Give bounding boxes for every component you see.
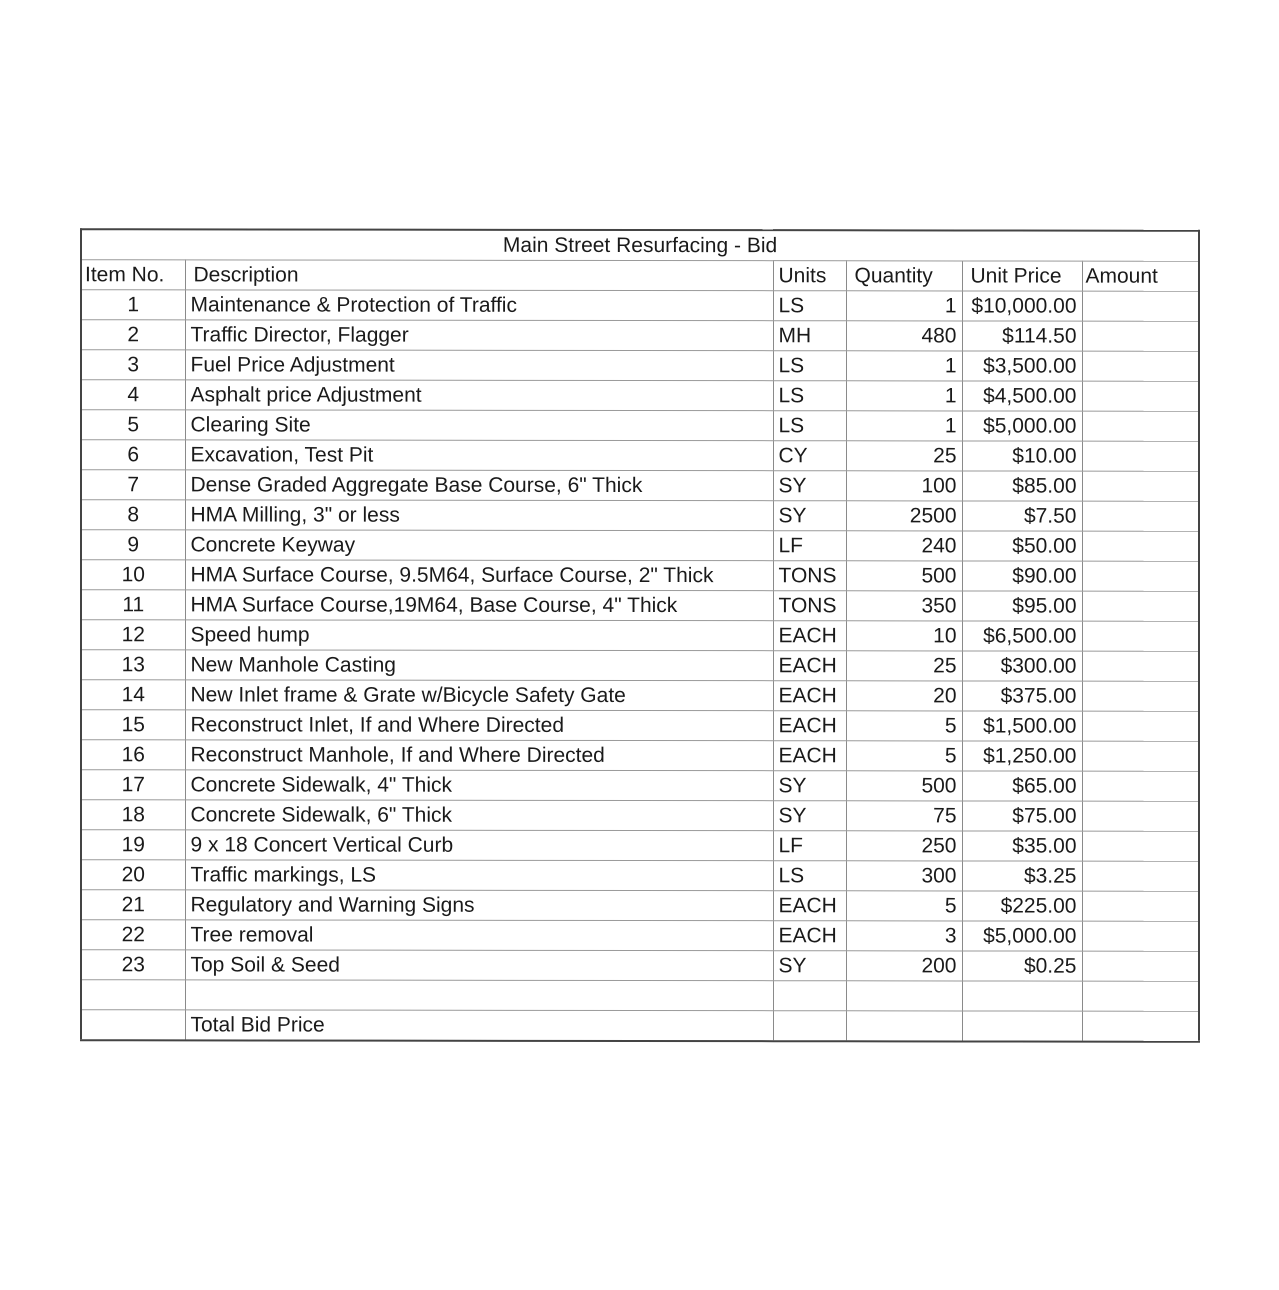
item-amount [1082,531,1199,561]
item-description: Fuel Price Adjustment [185,350,773,381]
item-number: 11 [81,590,185,620]
table-row [81,890,1199,922]
item-number: 12 [81,620,185,650]
item-quantity: 350 [846,591,962,621]
item-description: Reconstruct Inlet, If and Where Directed [185,710,773,741]
item-quantity: 20 [846,681,962,711]
item-quantity: 480 [846,321,962,351]
table-row [81,590,1199,622]
item-description: 9 x 18 Concert Vertical Curb [185,830,773,861]
item-quantity: 10 [846,621,962,651]
item-number: 9 [81,530,185,560]
item-unit-price: $10,000.00 [962,291,1082,321]
table-row [81,290,1199,322]
total-row-cell [773,1010,846,1041]
item-quantity: 5 [846,741,962,771]
item-description: HMA Milling, 3" or less [185,500,773,531]
item-amount [1082,831,1199,861]
table-row [81,830,1199,862]
item-number: 22 [81,920,185,950]
item-amount [1082,321,1199,351]
item-unit-price: $85.00 [962,471,1082,501]
blank-cell [773,981,846,1011]
total-row [81,1010,1199,1042]
item-description: Clearing Site [185,410,773,441]
item-quantity: 100 [846,471,962,501]
header-amount: Amount [1082,261,1199,291]
item-unit-price: $10.00 [962,441,1082,471]
item-number: 19 [81,830,185,860]
total-bid-price-label: Total Bid Price [185,1010,773,1041]
item-quantity: 3 [846,921,962,951]
table-row [81,740,1199,772]
item-quantity: 200 [846,951,962,981]
item-quantity: 300 [846,861,962,891]
item-amount [1082,381,1199,411]
item-units: SY [773,471,846,501]
item-number: 18 [81,800,185,830]
item-units: TONS [773,561,846,591]
item-units: MH [773,321,846,351]
item-amount [1082,771,1199,801]
item-unit-price: $4,500.00 [962,381,1082,411]
item-amount [1082,441,1199,471]
item-amount [1082,681,1199,711]
table-row [81,620,1199,652]
item-description: Regulatory and Warning Signs [185,890,773,921]
item-quantity: 25 [846,441,962,471]
item-units: EACH [773,891,846,921]
header-row [81,260,1199,292]
item-amount [1082,951,1199,981]
item-unit-price: $5,000.00 [962,921,1082,951]
table-row [81,560,1199,592]
table-row [81,710,1199,742]
table-row [81,920,1199,952]
item-units: LS [773,381,846,411]
item-number: 4 [81,380,185,410]
item-units: EACH [773,711,846,741]
item-number: 1 [81,290,185,320]
item-number: 7 [81,470,185,500]
item-description: New Inlet frame & Grate w/Bicycle Safety Gate [185,680,773,711]
item-amount [1082,471,1199,501]
item-quantity: 75 [846,801,962,831]
item-amount [1082,591,1199,621]
item-description: Asphalt price Adjustment [185,380,773,411]
item-number: 15 [81,710,185,740]
table-row [81,500,1199,532]
item-amount [1082,891,1199,921]
item-unit-price: $35.00 [962,831,1082,861]
bid-sheet [80,228,1198,1042]
bid-table [80,228,1200,1042]
table-row [81,440,1199,472]
item-amount [1082,561,1199,591]
item-unit-price: $65.00 [962,771,1082,801]
item-number: 13 [81,650,185,680]
item-unit-price: $300.00 [962,651,1082,681]
table-row [81,770,1199,802]
item-number: 8 [81,500,185,530]
title-row [81,229,1199,261]
item-amount [1082,501,1199,531]
table-row [81,530,1199,562]
item-unit-price: $3.25 [962,861,1082,891]
item-unit-price: $1,500.00 [962,711,1082,741]
item-units: SY [773,801,846,831]
item-units: LF [773,531,846,561]
item-unit-price: $225.00 [962,891,1082,921]
item-unit-price: $1,250.00 [962,741,1082,771]
item-number: 17 [81,770,185,800]
header-description: Description [185,260,773,291]
item-amount [1082,801,1199,831]
item-quantity: 1 [846,411,962,441]
item-description: Maintenance & Protection of Traffic [185,290,773,321]
item-units: LS [773,291,846,321]
item-description: Dense Graded Aggregate Base Course, 6" Thick [185,470,773,501]
item-units: SY [773,951,846,981]
item-number: 16 [81,740,185,770]
item-unit-price: $6,500.00 [962,621,1082,651]
table-row [81,950,1199,982]
item-unit-price: $5,000.00 [962,411,1082,441]
item-description: Top Soil & Seed [185,950,773,981]
item-description: Traffic markings, LS [185,860,773,891]
item-amount [1082,711,1199,741]
table-row [81,680,1199,712]
item-amount [1082,621,1199,651]
item-units: EACH [773,921,846,951]
item-description: Concrete Sidewalk, 6" Thick [185,800,773,831]
item-amount [1082,291,1199,321]
item-units: EACH [773,681,846,711]
item-quantity: 250 [846,831,962,861]
table-row [81,350,1199,382]
item-unit-price: $3,500.00 [962,351,1082,381]
item-units: EACH [773,651,846,681]
item-number: 14 [81,680,185,710]
blank-cell [81,980,185,1010]
item-description: New Manhole Casting [185,650,773,681]
total-row-cell [81,1010,185,1041]
item-description: Concrete Keyway [185,530,773,561]
table-row [81,410,1199,442]
item-units: LS [773,861,846,891]
item-description: Tree removal [185,920,773,951]
item-quantity: 2500 [846,501,962,531]
table-row [81,320,1199,352]
item-description: Excavation, Test Pit [185,440,773,471]
item-quantity: 1 [846,351,962,381]
item-units: EACH [773,741,846,771]
item-quantity: 5 [846,891,962,921]
item-number: 20 [81,860,185,890]
item-unit-price: $95.00 [962,591,1082,621]
item-units: LF [773,831,846,861]
item-amount [1082,351,1199,381]
item-units: SY [773,501,846,531]
item-quantity: 500 [846,771,962,801]
item-number: 23 [81,950,185,980]
item-description: HMA Surface Course,19M64, Base Course, 4" Thick [185,590,773,621]
item-units: TONS [773,591,846,621]
item-amount [1082,651,1199,681]
table-title: Main Street Resurfacing - Bid [81,229,1199,261]
item-number: 2 [81,320,185,350]
item-units: LS [773,351,846,381]
header-quantity: Quantity [846,261,962,291]
item-amount [1082,411,1199,441]
item-quantity: 1 [846,381,962,411]
blank-cell [962,981,1082,1011]
item-description: Traffic Director, Flagger [185,320,773,351]
header-unit-price: Unit Price [962,261,1082,291]
item-unit-price: $50.00 [962,531,1082,561]
item-quantity: 240 [846,531,962,561]
item-number: 3 [81,350,185,380]
item-quantity: 5 [846,711,962,741]
header-units: Units [773,261,846,291]
total-row-cell [962,1011,1082,1042]
blank-cell [1082,981,1199,1011]
blank-cell [846,981,962,1011]
table-row [81,650,1199,682]
item-description: Reconstruct Manhole, If and Where Directed [185,740,773,771]
item-quantity: 500 [846,561,962,591]
table-row [81,800,1199,832]
item-units: EACH [773,621,846,651]
total-row-cell [1082,1011,1199,1042]
item-description: HMA Surface Course, 9.5M64, Surface Course, 2" Thick [185,560,773,591]
item-number: 6 [81,440,185,470]
item-unit-price: $75.00 [962,801,1082,831]
item-amount [1082,741,1199,771]
item-number: 5 [81,410,185,440]
table-row [81,470,1199,502]
item-amount [1082,861,1199,891]
total-row-cell [846,1011,962,1042]
header-item-no: Item No. [81,260,185,290]
item-quantity: 25 [846,651,962,681]
item-unit-price: $7.50 [962,501,1082,531]
item-description: Speed hump [185,620,773,651]
item-number: 21 [81,890,185,920]
item-units: CY [773,441,846,471]
item-units: LS [773,411,846,441]
item-unit-price: $90.00 [962,561,1082,591]
item-unit-price: $0.25 [962,951,1082,981]
item-amount [1082,921,1199,951]
item-description: Concrete Sidewalk, 4" Thick [185,770,773,801]
blank-cell [185,980,773,1011]
item-unit-price: $114.50 [962,321,1082,351]
item-number: 10 [81,560,185,590]
blank-row [81,980,1199,1011]
table-row [81,860,1199,892]
item-quantity: 1 [846,291,962,321]
item-units: SY [773,771,846,801]
table-row [81,380,1199,412]
item-unit-price: $375.00 [962,681,1082,711]
